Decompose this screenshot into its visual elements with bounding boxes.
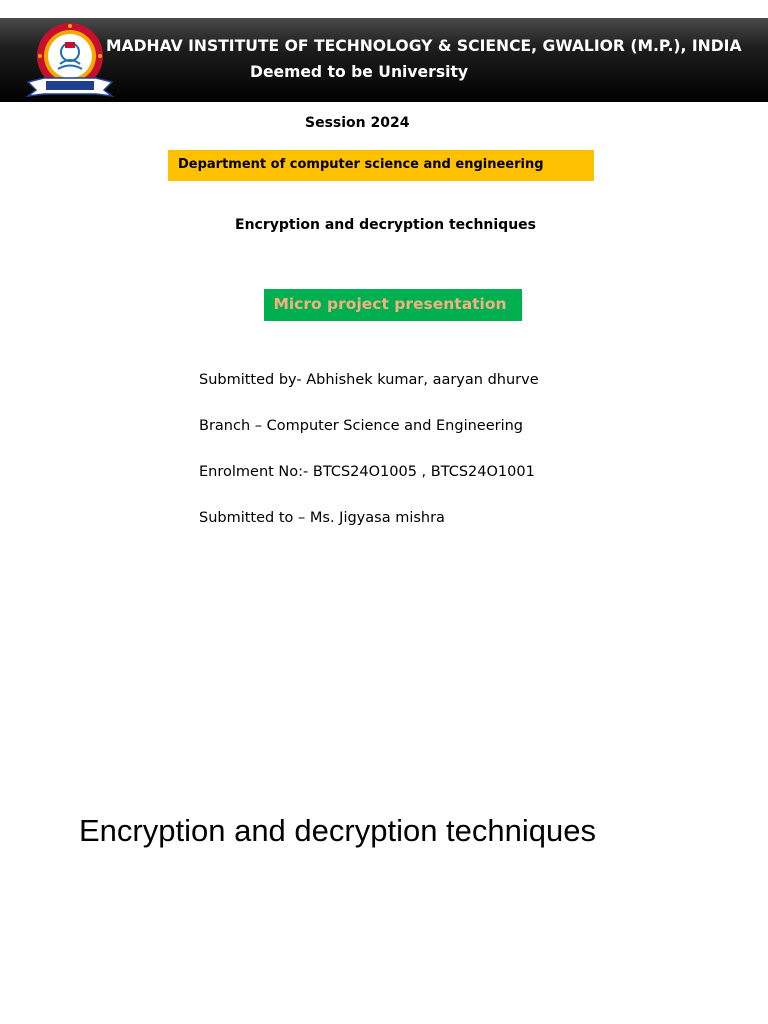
institute-emblem-icon: [24, 20, 116, 100]
department-label: Department of computer science and engineering: [178, 157, 544, 172]
submitted-to: Submitted to – Ms. Jigyasa mishra: [199, 510, 445, 526]
institute-name: MADHAV INSTITUTE OF TECHNOLOGY & SCIENCE, GWALIOR (M.P.), INDIA: [106, 37, 742, 55]
submitted-by: Submitted by- Abhishek kumar, aaryan dhurve: [199, 372, 539, 388]
project-topic: Encryption and decryption techniques: [235, 217, 536, 233]
institute-header: [0, 18, 768, 102]
enrolment-number: Enrolment No:- BTCS24O1005 , BTCS24O1001: [199, 464, 535, 480]
presentation-label: Micro project presentation: [273, 295, 507, 313]
session-label: Session 2024: [305, 115, 410, 131]
institute-subtitle: Deemed to be University: [250, 63, 469, 81]
branch: Branch – Computer Science and Engineering: [199, 418, 524, 434]
document-title: Encryption and decryption techniques: [79, 813, 596, 848]
department-highlight: [168, 150, 594, 181]
presentation-badge: [264, 289, 522, 321]
